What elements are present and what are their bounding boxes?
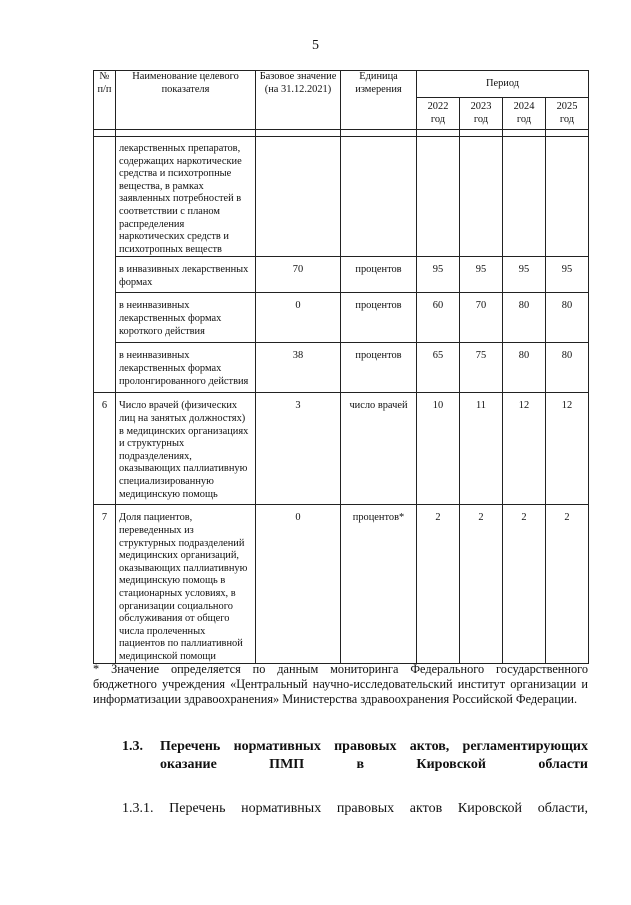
- section-heading: [122, 738, 588, 792]
- row-base: [256, 137, 341, 257]
- row-value: 80: [503, 343, 546, 393]
- row-unit: [341, 137, 417, 257]
- row-num: 6: [94, 393, 116, 505]
- header-period: Период: [417, 71, 589, 98]
- table-row: [94, 343, 589, 393]
- subsection-text: 1.3.1. Перечень нормативных правовых актов Кировской области,: [122, 801, 588, 816]
- row-base: 3: [256, 393, 341, 505]
- header-year: 2022 год: [417, 98, 460, 130]
- row-value: 75: [460, 343, 503, 393]
- row-value: 12: [503, 393, 546, 505]
- row-value: 10: [417, 393, 460, 505]
- row-value: 2: [417, 505, 460, 664]
- table-row: [94, 393, 589, 505]
- header-unit: Единица измерения: [341, 71, 417, 130]
- row-value: 2: [460, 505, 503, 664]
- header-num: № п/п: [94, 71, 116, 130]
- row-name: Число врачей (физических лиц на занятых должностях) в медицинских организациях и структурных подразделениях, оказывающих паллиативную специализированную медицинскую помощь: [116, 393, 256, 505]
- page-number: 5: [312, 38, 319, 53]
- header-year: 2024 год: [503, 98, 546, 130]
- row-value: 95: [460, 257, 503, 293]
- table-row: [94, 137, 589, 257]
- table-row: [94, 257, 589, 293]
- row-value: 80: [546, 343, 589, 393]
- row-value: [503, 137, 546, 257]
- row-value: 2: [503, 505, 546, 664]
- row-value: 95: [546, 257, 589, 293]
- row-unit: процентов*: [341, 505, 417, 664]
- header-base: Базовое значение (на 31.12.2021): [256, 71, 341, 130]
- row-value: 11: [460, 393, 503, 505]
- row-value: [546, 137, 589, 257]
- footnote: * Значение определяется по данным мониторинга Федерального государственного бюджетного учреждения «Центральный научно-исследовательский институт организации и информатизации здравоохранения» Министерства здравоохранения Российской Федерации.: [93, 662, 588, 706]
- row-unit: процентов: [341, 293, 417, 343]
- row-value: 95: [417, 257, 460, 293]
- row-value: 80: [503, 293, 546, 343]
- row-value: [460, 137, 503, 257]
- row-value: [417, 137, 460, 257]
- row-value: 80: [546, 293, 589, 343]
- row-value: 60: [417, 293, 460, 343]
- row-name: лекарственных препаратов, содержащих наркотические средства и психотропные вещества, в рамках заявленных потребностей в соответствии с планом распределения наркотических средств и психотропных веществ: [116, 137, 256, 257]
- row-unit: число врачей: [341, 393, 417, 505]
- indicators-table: [93, 70, 589, 664]
- row-value: 12: [546, 393, 589, 505]
- section-title: Перечень нормативных правовых актов, регламентирующих оказание ПМП в Кировской области: [160, 739, 588, 772]
- header-year: 2023 год: [460, 98, 503, 130]
- row-num: 7: [94, 505, 116, 664]
- table-row: [94, 505, 589, 664]
- row-num: [94, 137, 116, 393]
- row-name: в неинвазивных лекарственных формах короткого действия: [116, 293, 256, 343]
- row-unit: процентов: [341, 343, 417, 393]
- row-name: в инвазивных лекарственных формах: [116, 257, 256, 293]
- row-name: Доля пациентов, переведенных из структурных подразделений медицинских организаций, оказывающих паллиативную медицинскую помощь в стационарных условиях, в организации социального обслуживания от общего числа пролеченных пациентов по паллиативной медицинской помощи: [116, 505, 256, 664]
- row-value: 2: [546, 505, 589, 664]
- row-base: 0: [256, 293, 341, 343]
- row-value: 65: [417, 343, 460, 393]
- table-row: [94, 293, 589, 343]
- row-base: 0: [256, 505, 341, 664]
- table-header-row: [94, 71, 589, 98]
- row-value: 70: [460, 293, 503, 343]
- header-gap-row: [94, 130, 589, 137]
- row-value: 95: [503, 257, 546, 293]
- row-unit: процентов: [341, 257, 417, 293]
- row-base: 70: [256, 257, 341, 293]
- section-number: 1.3.: [122, 739, 143, 754]
- row-base: 38: [256, 343, 341, 393]
- row-name: в неинвазивных лекарственных формах пролонгированного действия: [116, 343, 256, 393]
- header-name: Наименование целевого показателя: [116, 71, 256, 130]
- header-year: 2025 год: [546, 98, 589, 130]
